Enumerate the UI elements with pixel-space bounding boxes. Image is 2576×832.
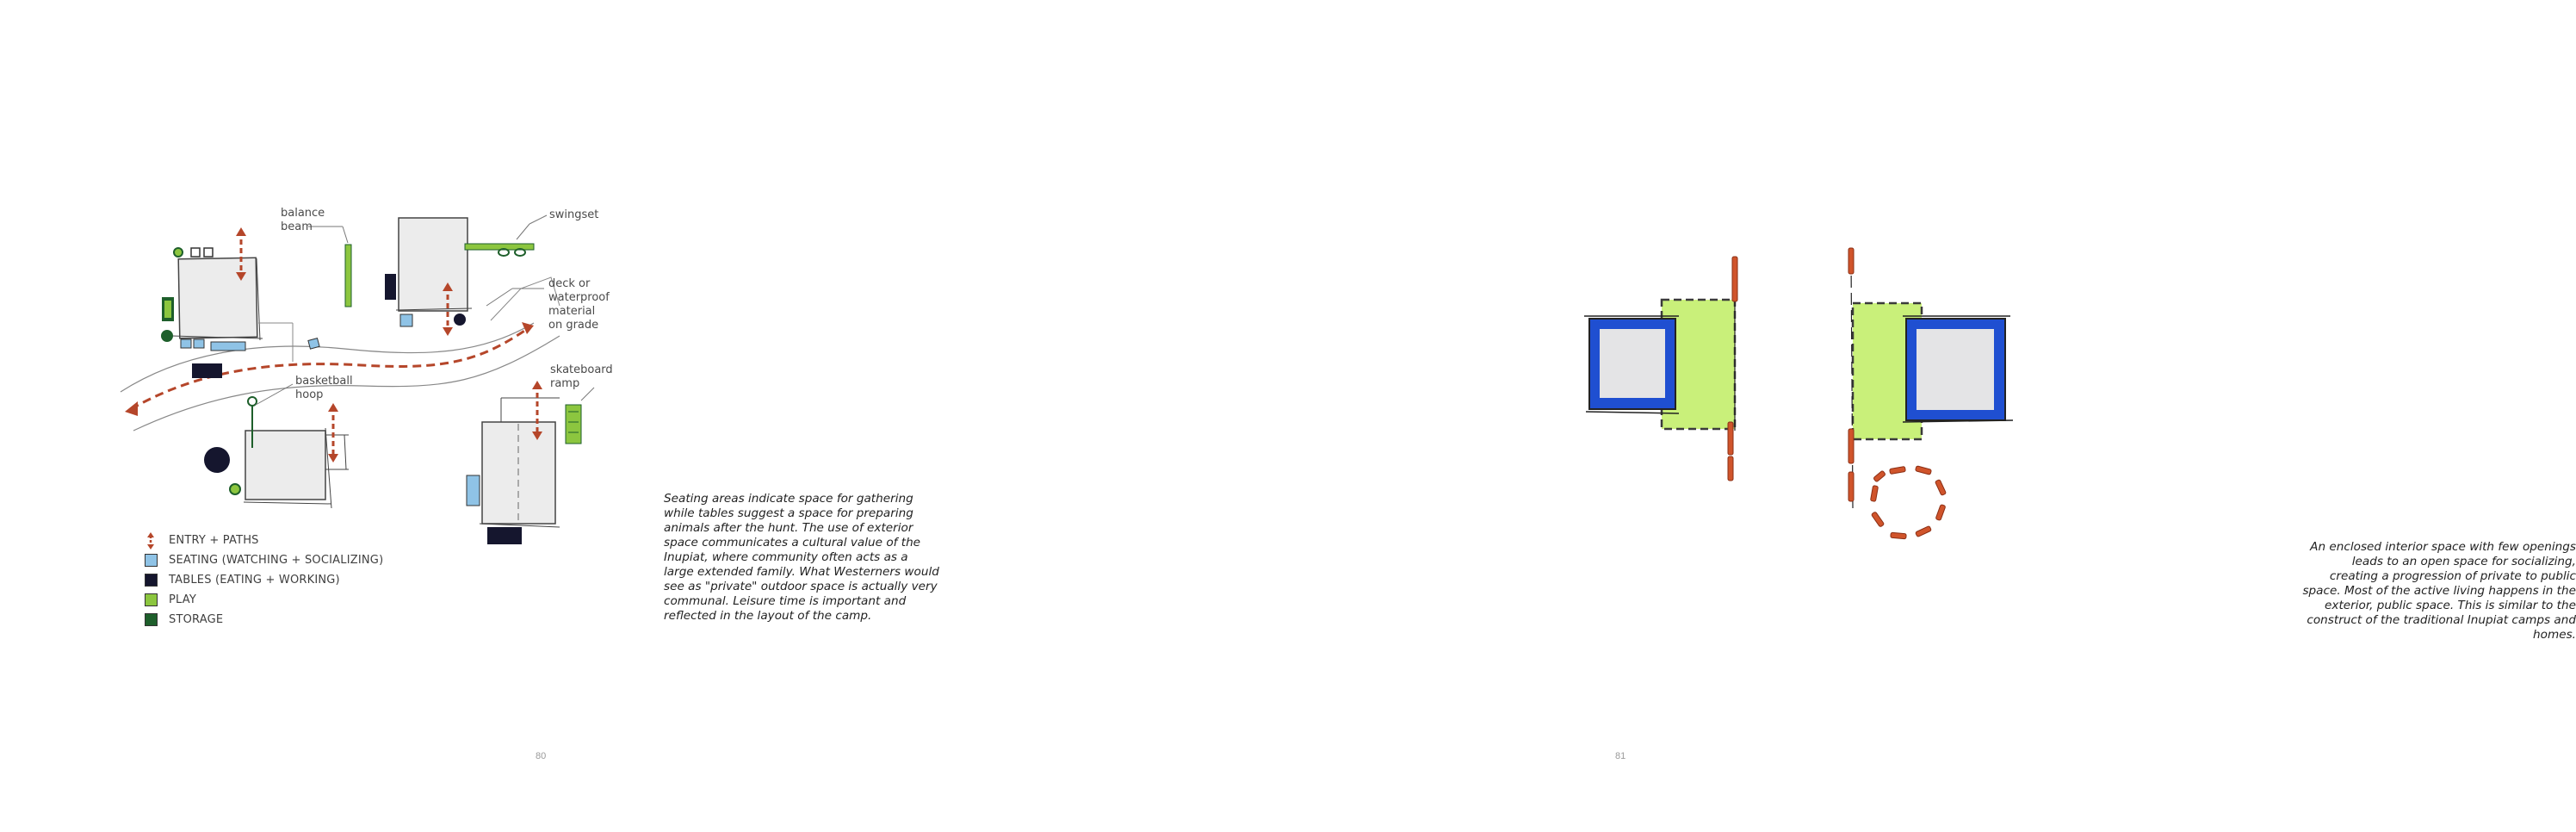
play-swatch-icon — [143, 593, 158, 608]
label-balance-beam: balance beam — [281, 207, 325, 233]
label-swingset: swingset — [549, 208, 599, 221]
legend-item-tables — [143, 570, 383, 590]
legend-item-storage — [143, 610, 383, 630]
legend-item-play — [143, 590, 383, 610]
label-deck: deck or waterproof material on grade — [548, 277, 610, 332]
camp-site-plan-sketch — [0, 0, 1076, 832]
label-skateboard-ramp: skateboard ramp — [550, 363, 613, 390]
private-public-space-diagram — [1076, 0, 2152, 832]
label-basketball-hoop: basketball hoop — [295, 375, 353, 401]
seating-swatch-icon — [143, 553, 158, 568]
legend — [143, 531, 383, 630]
legend-label-seating: SEATING (WATCHING + SOCIALIZING) — [169, 554, 384, 567]
page-number-right: 81 — [1615, 751, 1626, 761]
storage-swatch-icon — [143, 612, 158, 628]
left-page — [0, 0, 1076, 832]
legend-label-tables: TABLES (EATING + WORKING) — [169, 574, 340, 587]
legend-label-entry: ENTRY + PATHS — [169, 534, 259, 547]
legend-item-entry — [143, 531, 383, 550]
page-number-left: 80 — [536, 751, 547, 761]
right-caption: An enclosed interior space with few openings leads to an open space for socializing, creating a progression of private to public space. Most of the active living happens in the exterior, public space. This is similar to the construct of the traditional Inupiat camps and homes. — [2302, 540, 2576, 642]
right-page — [1076, 0, 2576, 832]
legend-label-play: PLAY — [169, 593, 197, 606]
left-caption: Seating areas indicate space for gathering while tables suggest a space for preparing animals after the hunt. The use of exterior space communicates a cultural value of the Inupiat, where community often acts as a large extended family. What Westerners would see as "private" outdoor space is actually very communal. Leisure time is important and reflected in the layout of the camp. — [664, 492, 939, 623]
legend-item-seating — [143, 550, 383, 570]
tables-swatch-icon — [143, 573, 158, 588]
entry-arrow-icon — [143, 533, 158, 549]
legend-label-storage: STORAGE — [169, 613, 224, 626]
